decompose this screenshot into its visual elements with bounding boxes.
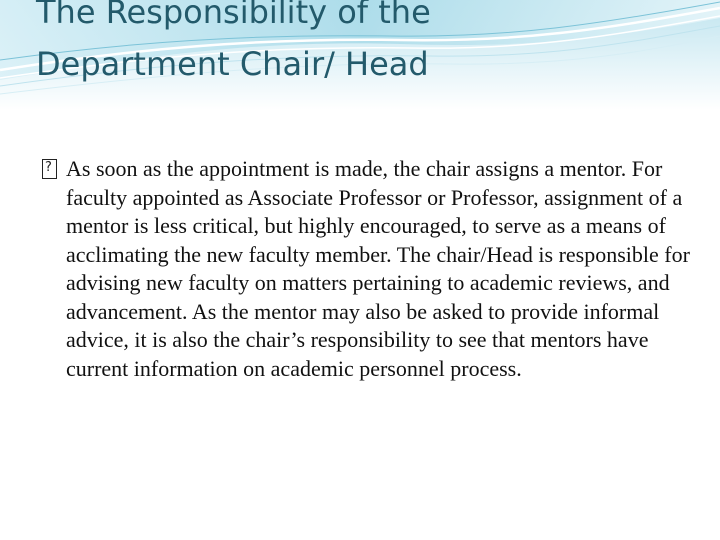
missing-glyph-icon	[42, 159, 57, 179]
bullet-text: As soon as the appointment is made, the chair assigns a mentor. For faculty appointed as Associate Professor or Professor, assignment of a mentor is less critical, but highly encouraged, to serve as a means of acclimating the new faculty member. The chair/Head is responsible for advising new faculty on matters pertaining to academic reviews, and advancement. As the mentor may also be asked to provide informal advice, it is also the chair’s responsibility to see that mentors have current information on academic personnel process.	[66, 156, 690, 381]
title-line-1: The Responsibility of the	[36, 0, 431, 31]
title-line-2: Department Chair/ Head	[36, 45, 429, 83]
slide-title	[36, 0, 696, 90]
slide-body	[40, 155, 690, 383]
bullet-paragraph	[40, 155, 690, 383]
